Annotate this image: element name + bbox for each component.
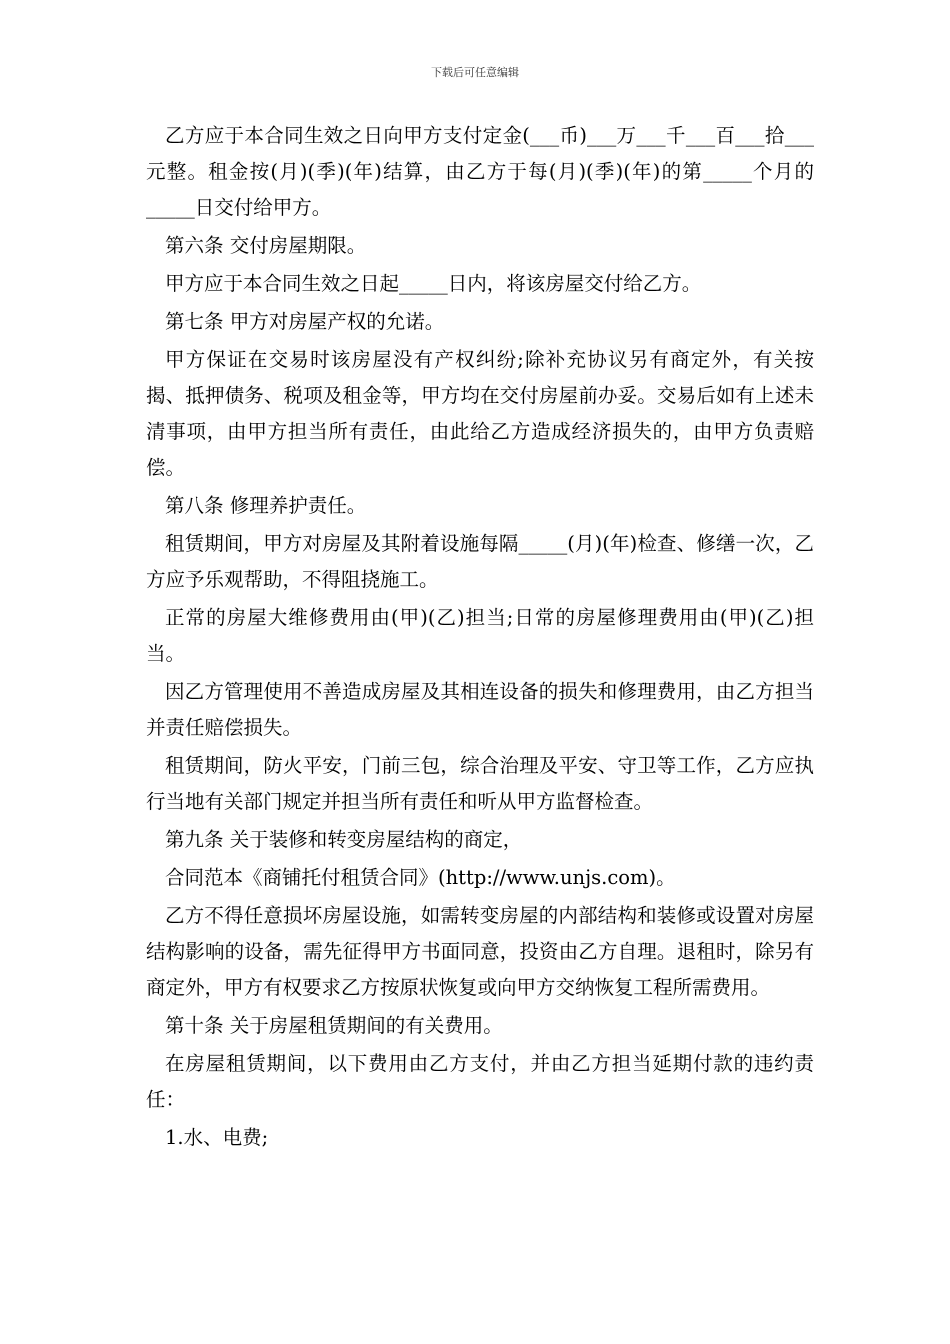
paragraph-delivery-deadline: 甲方应于本合同生效之日起_____日内，将该房屋交付给乙方。 [165,272,702,295]
paragraph-contract-template: 合同范本《商铺托付租赁合同》(http://www.unjs.com)。 [165,866,676,889]
paragraph-repair-costs: 正常的房屋大维修费用由(甲)(乙)担当;日常的房屋修理费用由(甲)(乙)担当。 [146,606,814,665]
page-header: 下载后可任意编辑 [431,66,519,79]
paragraph-renovation-rules: 乙方不得任意损坏房屋设施，如需转变房屋的内部结构和装修或设置对房屋结构影响的设备，需先征得甲方书面同意，投资由乙方自理。退租时，除另有商定外，甲方有权要求乙方按原状恢复或向甲方交纳恢复工程所需费用。 [146,904,814,999]
article-7-heading: 第七条 甲方对房屋产权的允诺。 [165,310,445,333]
article-6-heading: 第六条 交付房屋期限。 [165,234,367,257]
document-body [146,118,814,1158]
paragraph-inspection: 租赁期间，甲方对房屋及其附着设施每隔_____(月)(年)检查、修缮一次，乙方应予乐观帮助，不得阻挠施工。 [146,532,814,591]
list-item-water-electricity: 1.水、电费; [165,1126,269,1149]
article-8-heading: 第八条 修理养护责任。 [165,494,367,517]
paragraph-deposit-rent: 乙方应于本合同生效之日向甲方支付定金(___币)___万___千___百___拾___元整。租金按(月)(季)(年)结算，由乙方于每(月)(季)(年)的第_____个月的_____日交付给甲方。 [146,124,814,219]
paragraph-safety-duties: 租赁期间，防火平安，门前三包，综合治理及平安、守卫等工作，乙方应执行当地有关部门规定并担当所有责任和听从甲方监督检查。 [146,754,814,813]
paragraph-property-guarantee: 甲方保证在交易时该房屋没有产权纠纷;除补充协议另有商定外，有关按揭、抵押债务、税项及租金等，甲方均在交付房屋前办妥。交易后如有上述未清事项，由甲方担当所有责任，由此给乙方造成经济损失的，由甲方负责赔偿。 [146,348,814,479]
paragraph-tenant-fees: 在房屋租赁期间，以下费用由乙方支付，并由乙方担当延期付款的违约责任： [146,1052,814,1111]
paragraph-damage-liability: 因乙方管理使用不善造成房屋及其相连设备的损失和修理费用，由乙方担当并责任赔偿损失。 [146,680,814,739]
article-9-heading: 第九条 关于装修和转变房屋结构的商定， [165,828,523,851]
article-10-heading: 第十条 关于房屋租赁期间的有关费用。 [165,1014,503,1037]
